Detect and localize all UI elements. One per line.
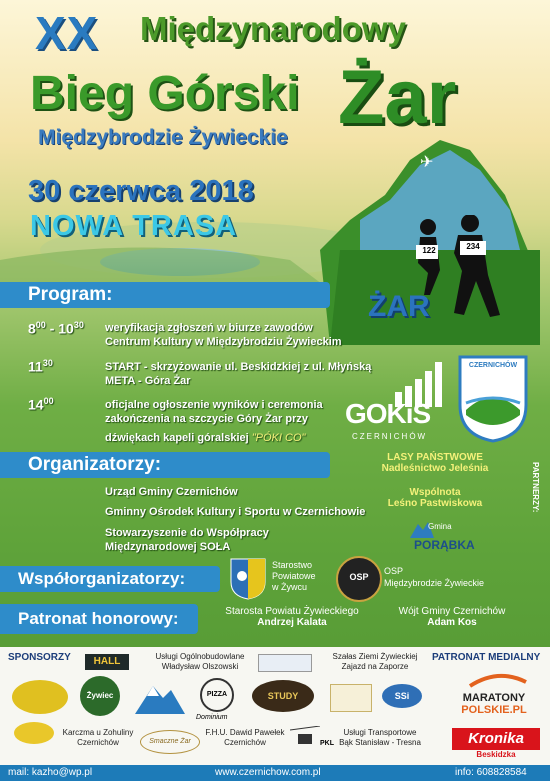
edition-number: XX (35, 7, 99, 59)
program-item-1-line-2: Centrum Kultury w Międzybrodziu Żywieckim (105, 336, 342, 348)
starostwo-crest (230, 558, 266, 600)
runner-bib-1: 122 (422, 246, 436, 255)
event-location: Międzybrodzie Żywieckie (38, 126, 288, 149)
kronika-sub: Beskidzka (476, 750, 516, 759)
program-item-2-line-1: START - skrzyżowanie ul. Beskidzkiej z ul. Młyńską (105, 361, 372, 373)
szalas-sponsor: Szałas Ziemi Żywieckiej Zajazd na Zaporze (332, 652, 418, 671)
porabka-logo: PORĄBKA (414, 538, 475, 552)
smaczne-logo: Smaczne Żar (140, 730, 200, 754)
patronage-title: Patronat honorowy: (18, 609, 179, 628)
szalas-photo (258, 654, 312, 672)
coorganizers-title: Współorganizatorzy: (18, 569, 186, 588)
olszowski-sponsor: Usługi Ogólnobudowlane Władysław Olszowski (155, 652, 245, 671)
patron-2: Wójt Gminy Czernichów Adam Kos (398, 606, 506, 628)
czernichow-crest-label: CZERNICHÓW (468, 362, 518, 369)
starostwo-text: Starostwo Powiatowe w Żywcu (272, 560, 316, 592)
pizza-logo: PIZZA (200, 678, 234, 712)
program-item-1-line-1: weryfikacja zgłoszeń w biurze zawodów (105, 322, 313, 334)
plane-icon: ✈ (420, 154, 434, 171)
study-logo: STUDY (252, 680, 314, 712)
program-band (0, 282, 330, 308)
partner-lasy: LASY PAŃSTWOWE Nadleśnictwo Jeleśnia (381, 452, 489, 474)
zywiec-logo: Żywiec (80, 676, 120, 716)
gokis-sub: CZERNICHÓW (352, 432, 428, 441)
event-date: 30 czerwca 2018 (28, 175, 254, 207)
patronage-band (0, 604, 198, 634)
organizer-3b: Międzynarodowej SOŁA (105, 541, 231, 553)
organizer-1: Urząd Gminy Czernichów (105, 486, 238, 498)
route-banner: NOWA TRASA (30, 210, 238, 242)
ssi-logo: SSi (382, 684, 422, 708)
pawelek-sponsor: F.H.U. Dawid Pawełek Czernichów (205, 728, 285, 747)
dominium-text: Dominium (196, 714, 228, 721)
footer-website[interactable]: www.czernichow.com.pl (215, 767, 321, 778)
footer (0, 765, 550, 781)
program-time-3: $14^{00}$ (28, 396, 54, 413)
maratony-swoosh-icon (468, 672, 528, 688)
media-label: PATRONAT MEDIALNY (432, 652, 541, 663)
footer-phone: info: 608828584 (455, 767, 527, 778)
sponsor-sun-logo (14, 722, 54, 744)
sponsor-mountain-logo (135, 680, 185, 714)
partner-wspolnota: Wspólnota Leśno Pastwiskowa (387, 487, 483, 509)
program-item-2-line-2: META - Góra Żar (105, 375, 191, 387)
kronika-logo: Kronika (452, 728, 540, 750)
osp-logo: OSP (336, 556, 382, 602)
transport-sponsor: Usługi Transportowe Bąk Stanisław - Tresna (339, 728, 421, 747)
organizer-3a: Stowarzyszenie do Współpracy (105, 527, 269, 539)
pkl-cablecar-icon (290, 726, 320, 750)
pkl-text: PKL (320, 740, 334, 747)
porabka-gmina: Gmina (428, 522, 452, 531)
program-title: Program: (28, 284, 113, 305)
organizer-2: Gminny Ośrodek Kultury i Sportu w Czernichowie (105, 506, 366, 518)
program-item-3-line-1: oficjalne ogłoszenie wyników i ceremonia (105, 399, 323, 411)
partners-label: PARTNERZY: (531, 462, 540, 513)
sponsor-logo-1 (12, 680, 68, 714)
osp-text: OSP Międzybrodzie Żywieckie (384, 566, 485, 588)
zohulin-sponsor: Karczma u Zohuliny Czernichów (62, 728, 134, 747)
program-time-2: $11^{30}$ (28, 358, 53, 375)
title-line-2: Bieg Górski (30, 67, 300, 120)
footer-mail[interactable]: mail: kazho@wp.pl (8, 767, 93, 778)
title-zar: Żar (338, 55, 457, 140)
zar-logo-label: ŻAR (368, 290, 430, 323)
organizers-title: Organizatorzy: (28, 454, 162, 475)
title-line-1: Międzynarodowy (140, 10, 406, 47)
coorganizers-band (0, 566, 220, 592)
sponsor-logo-7 (330, 684, 372, 712)
program-time-1: $8^{00} - 10^{30}$ (28, 320, 84, 337)
maratony-logo: MARATONY POLSKIE.PL (461, 692, 527, 716)
patron-1: Starosta Powiatu Żywieckiego Andrzej Kalata (225, 606, 359, 628)
gokis-logo: GOKiS (345, 398, 431, 429)
hall-logo: HALL (85, 654, 129, 670)
program-item-3-line-3: dźwiękach kapeli góralskiej "PÓKI CO" (105, 432, 306, 444)
program-item-3-line-2: zakończenia na szczycie Góry Żar przy (105, 413, 308, 425)
runner-bib-2: 234 (466, 242, 480, 251)
organizers-band (0, 452, 330, 478)
sponsors-label: SPONSORZY (8, 652, 71, 663)
